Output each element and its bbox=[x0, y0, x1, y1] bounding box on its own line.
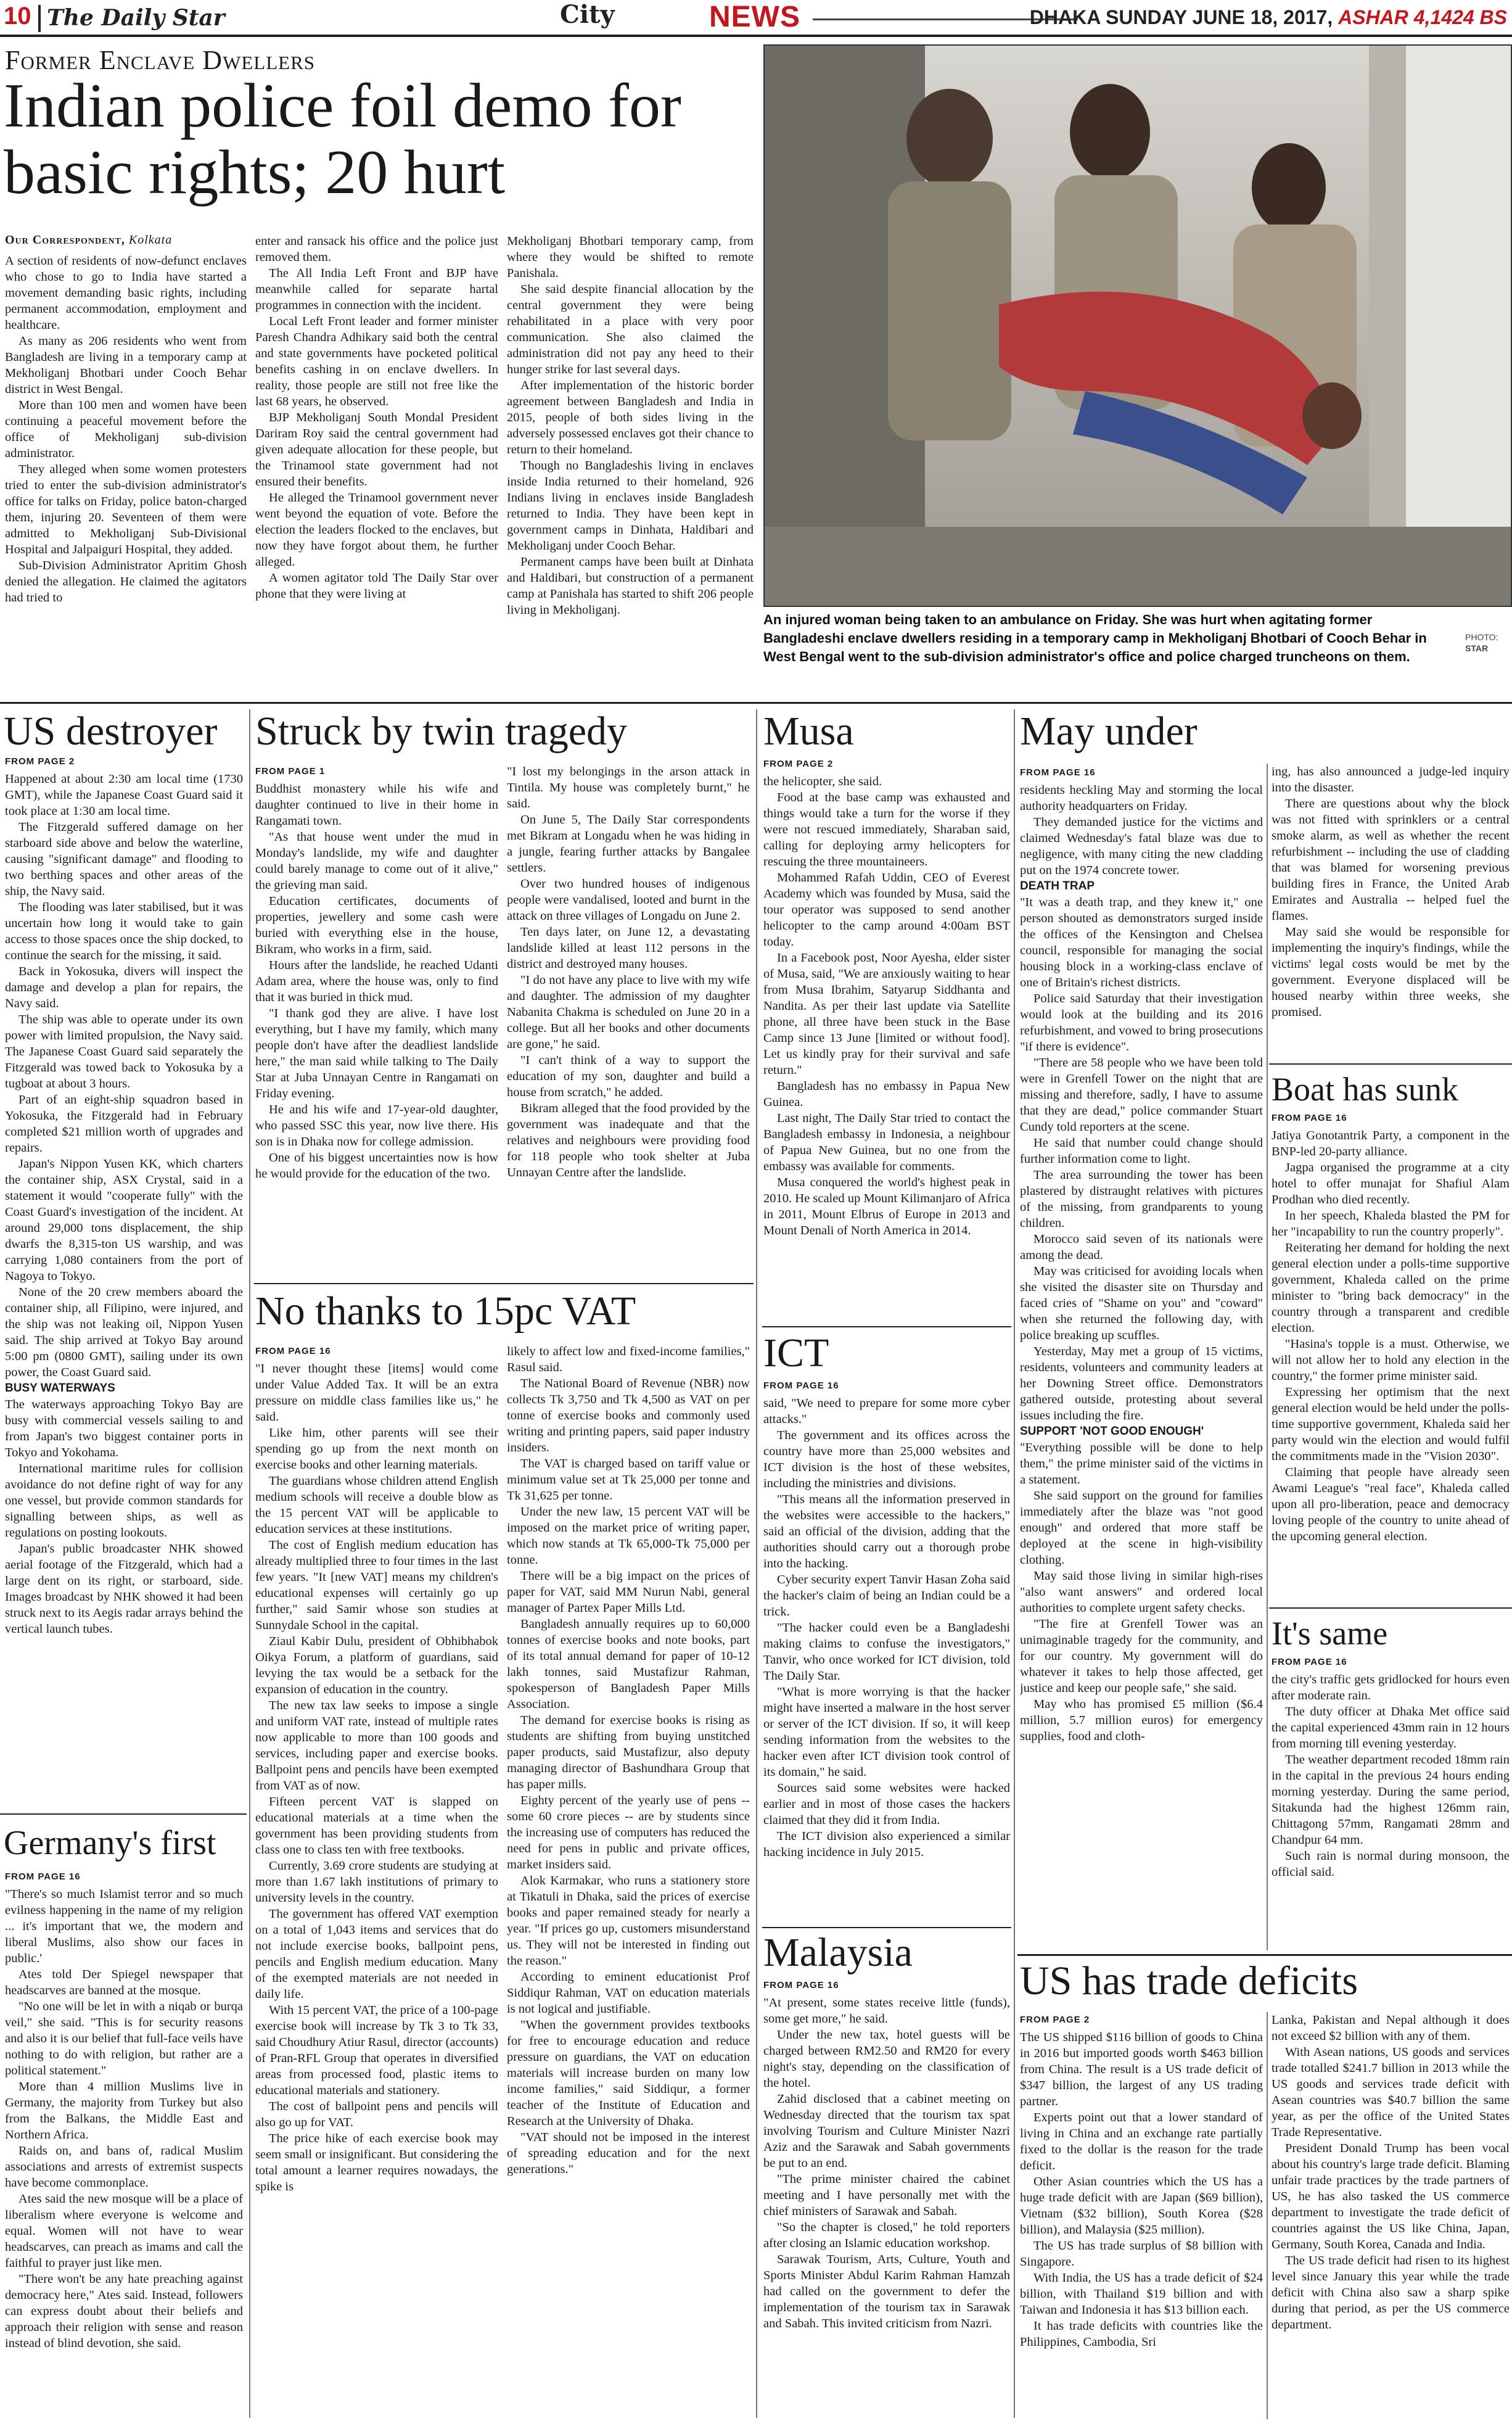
paragraph: Ziaul Kabir Dulu, president of Obhibhabok Oikya Forum, a platform of guardians, said levying the tax would be a setback for the expansion of education in the country. bbox=[255, 1635, 498, 1696]
page-number: 10 bbox=[4, 2, 31, 30]
paragraph: Bangladesh annually requires up to 60,000 tonnes of exercise books and note books, part of its total annual demand for paper of 10-12 lakh tonnes, said Mustafizur Rahman, spokesperson of Bangladesh Paper Mills Association. bbox=[507, 1617, 750, 1711]
paragraph: She said support on the ground for families immediately after the blaze was "not good enough" and ordered that more staff be deployed at the scene in high-visibility clothing. bbox=[1020, 1489, 1263, 1567]
paragraph: President Donald Trump has been vocal about his country's large trade deficit. Blaming unfair trade practices by the trade partners of US, he has also tasked the US commerce department to investigate the trade deficit of countries against the US like China, Japan, Germany, South Korea, Canada and India. bbox=[1272, 2142, 1510, 2251]
paragraph: The cost of English medium education has already multiplied three to four times in the last few years. "It [new VAT] means my children's educational expenses will certainly go up further," said Samir whose son studies at Sunnydale School in the capital. bbox=[255, 1538, 498, 1632]
from-page: FROM PAGE 2 bbox=[763, 759, 834, 769]
struck-column-2 bbox=[507, 764, 750, 1276]
paragraph: Mekholiganj Bhotbari temporary camp, from where they would be shifted to remote Panishala. bbox=[507, 234, 754, 280]
column-rule bbox=[1267, 764, 1268, 1950]
masthead-divider bbox=[38, 5, 41, 32]
paragraph: Like him, other parents will see their spending go up from the next month on exercise books and other learning materials. bbox=[255, 1426, 498, 1472]
from-page: FROM PAGE 1 bbox=[255, 766, 326, 777]
paragraph: "I lost my belongings in the arson attack in Tintila. My house was completely burnt," he said. bbox=[507, 765, 750, 810]
paragraph: "When the government provides textbooks for free to encourage education and reduce pressure on guardians, the VAT on education materials will increase burden on many low income families," said Siddiqur, a former teacher of the Institute of Education and Research at the University of Dhaka. bbox=[507, 2018, 750, 2128]
story-divider bbox=[254, 1283, 754, 1284]
paragraph: Food at the base camp was exhausted and things would take a turn for the worse if they were not rescued immediately, Sharaban said, calling for deploying army helicopters for rescuing the three mountaineers. bbox=[763, 791, 1010, 868]
malaysia-body bbox=[763, 1978, 1010, 2418]
paragraph: There are questions about why the block was not fitted with sprinklers or a central smoke alarm, as well as whether the recent refurbishment -- including the use of cladding that was blamed for worsening previous building fires in France, the United Arab Emirates and Australia -- helped fuel the flames. bbox=[1272, 797, 1510, 923]
paragraph: Bangladesh has no embassy in Papua New Guinea. bbox=[763, 1079, 1010, 1109]
paragraph: "There's so much Islamist terror and so much evilness happening in the name of my religion ... it's important that we, the modern and liberal Muslims, also show our faces in public.' bbox=[5, 1887, 243, 1965]
paragraph: The new tax law seeks to impose a single and uniform VAT rate, instead of multiple rates now applicable to more than 100 goods and services, including paper and exercise books. Ballpoint pens and pencils have been exempted from VAT as of now. bbox=[255, 1699, 498, 1792]
paragraph: The guardians whose children attend English medium schools will receive a double blow as the 15 percent VAT will be applicable to education services at these institutions. bbox=[255, 1474, 498, 1536]
lead-byline: Our Correspondent, Kolkata bbox=[5, 233, 173, 247]
section-label: NEWS bbox=[709, 1, 800, 33]
paragraph: Back in Yokosuka, divers will inspect the damage and develop a plan for repairs, the Navy said. bbox=[5, 965, 243, 1010]
paragraph: There will be a big impact on the prices of paper for VAT, said MM Nurun Nabi, general manager of Partex Paper Mills Ltd. bbox=[507, 1569, 750, 1615]
column-rule bbox=[1014, 709, 1015, 2418]
paragraph: Expressing her optimism that the next general election would be held under the polls-time supportive government, Khaleda said her party would win the election and would fulfil the commitments made in the "Vision 2030". bbox=[1272, 1385, 1510, 1463]
paragraph: Ates told Der Spiegel newspaper that headscarves are banned at the mosque. bbox=[5, 1968, 243, 1997]
issue-date: DHAKA SUNDAY JUNE 18, 2017, ASHAR 4,1424 BS bbox=[1029, 6, 1507, 28]
paragraph: Cyber security expert Tanvir Hasan Zoha said the hacker's claim of being an Indian could be a trick. bbox=[763, 1573, 1010, 1619]
paragraph: Yesterday, May met a group of 15 victims, residents, volunteers and community leaders at her Downing Street office. Demonstrators gathered outside, protesting about several issues including the fire. bbox=[1020, 1345, 1263, 1422]
paragraph: Mohammed Rafah Uddin, CEO of Everest Academy which was founded by Musa, said the tour operator was supposed to send another helicopter to the camp around 4:00am BST today. bbox=[763, 871, 1010, 949]
paragraph: "At present, some states receive little (funds), some get more," he said. bbox=[763, 1996, 1010, 2026]
paragraph: Musa conquered the world's highest peak in 2010. He scaled up Mount Kilimanjaro of Africa in 2011, Mount Elbrus of Europe in 2013 and Mount Denali of North America in 2014. bbox=[763, 1176, 1010, 1237]
paragraph: International maritime rules for collision avoidance do not define right of way for any one vessel, but provide common standards for signalling between ships, as well as regulations on posting lookouts. bbox=[5, 1462, 243, 1540]
paragraph: She said despite financial allocation by the central government they were being rehabilitated in a place with very poor communication. She also claimed the administration did not pay any heed to their hunger strike for last several days. bbox=[507, 283, 754, 376]
column-rule bbox=[249, 709, 250, 2418]
paragraph: Though no Bangladeshis living in enclaves inside India returned to their homeland, 926 Indians living in enclaves inside Bangladesh returned to India. They have been kept in government camps in Dinhata, Haldibari and Mekholiganj under Cooch Behar. bbox=[507, 459, 754, 553]
lead-column-3 bbox=[507, 233, 754, 685]
lead-kicker: Former Enclave Dwellers bbox=[5, 45, 315, 75]
paragraph: The price hike of each exercise book may seem small or insignificant. But considering the total amount a learner requires nowadays, the spike is bbox=[255, 2132, 498, 2193]
paragraph: Permanent camps have been built at Dinhata and Haldibari, but construction of a permanent camp at Panishala has started to shift 206 people living in Mekholiganj. bbox=[507, 555, 754, 617]
paragraph: Lanka, Pakistan and Nepal although it does not exceed $2 billion with any of them. bbox=[1272, 2013, 1510, 2043]
story-headline: May under bbox=[1020, 709, 1198, 754]
paragraph: The cost of ballpoint pens and pencils will also go up for VAT. bbox=[255, 2100, 498, 2129]
from-page: FROM PAGE 2 bbox=[1020, 2015, 1090, 2025]
paragraph: With 15 percent VAT, the price of a 100-page exercise book will increase by Tk 3 to Tk 33, said Choudhury Atiur Rasul, director (accounts) of Pran-RFL Group that operates in diversified areas from processed food, plastic items to educational materials and stationery. bbox=[255, 2003, 498, 2097]
paragraph: "What is more worrying is that the hacker might have inserted a malware in the host server or server of the ICT division. If so, it will keep sending information from the websites to the hacker even after ICT division took control of its domain," he said. bbox=[763, 1685, 1010, 1779]
paragraph: They demanded justice for the victims and claimed Wednesday's fatal blaze was due to negligence, with many citing the new cladding put on the 1974 concrete tower. bbox=[1020, 815, 1263, 877]
paragraph: Education certificates, documents of properties, jewellery and some cash were buried with everything else in the house, Bikram, who works in a firm, said. bbox=[255, 894, 498, 956]
paragraph: Raids on, and bans of, radical Muslim associations and arrests of extremist suspects have become commonplace. bbox=[5, 2144, 243, 2190]
paragraph: Part of an eight-ship squadron based in Yokosuka, the Fitzgerald had in February completed $21 million worth of upgrades and repairs. bbox=[5, 1093, 243, 1155]
story-headline: Musa bbox=[763, 709, 854, 754]
story-headline: Boat has sunk bbox=[1272, 1071, 1458, 1108]
paragraph: May said she would be responsible for implementing the inquiry's findings, while the victims' legal costs would be met by the government. Everyone displaced will be housed nearby within three weeks, she promised. bbox=[1272, 925, 1510, 1019]
paragraph: the city's traffic gets gridlocked for hours even after moderate rain. bbox=[1272, 1673, 1510, 1702]
paragraph: May who has promised £5 million ($6.4 million, 5.7 million euros) for emergency supplies, food and cloth- bbox=[1020, 1697, 1263, 1743]
paragraph: May said those living in similar high-rises "also want answers" and ordered local authorities to complete urgent safety checks. bbox=[1020, 1569, 1263, 1615]
story-headline: It's same bbox=[1272, 1615, 1388, 1652]
paragraph: "VAT should not be imposed in the interest of spreading education and for the next generations." bbox=[507, 2130, 750, 2176]
paragraph: "I thank god they are alive. I have lost everything, but I have my family, which many people don't have after the deadliest landslide here," the man said while talking to The Daily Star at Juba Unnayan Centre in Rangamati on Friday evening. bbox=[255, 1007, 498, 1100]
story-divider bbox=[762, 1326, 1011, 1327]
paragraph: Alok Karmakar, who runs a stationery store at Tikatuli in Dhaka, said the prices of exercise books and paper remained steady for nearly a year. "If prices go up, customers misunderstand us. They will not be interested in finding out the reason." bbox=[507, 1874, 750, 1968]
paragraph: Japan's Nippon Yusen KK, which charters the container ship, ASX Crystal, said in a statement it would "cooperate fully" with the Coast Guard's investigation of the incident. At around 29,000 tons displacement, the ship dwarfs the 8,315-ton US warship, and was carrying 1,080 containers from the port of Nagoya to Tokyo. bbox=[5, 1157, 243, 1283]
paragraph: The duty officer at Dhaka Met office said the capital experienced 43mm rain in 12 hours from morning till evening yesterday. bbox=[1272, 1705, 1510, 1751]
paragraph: "Hasina's topple is a must. Otherwise, we will not allow her to hold any election in the country," the former prime minister said. bbox=[1272, 1337, 1510, 1383]
paragraph: ing, has also announced a judge-led inquiry into the disaster. bbox=[1272, 765, 1510, 794]
paragraph: enter and ransack his office and the police just removed them. bbox=[255, 234, 498, 264]
paragraph: They alleged when some women protesters tried to enter the sub-division administrator's office for talks on Friday, police baton-charged them, injuring 20. Seventeen of them were admitted to Mekholiganj Sub-Divisional Hospital and Jalpaiguri Hospital, they added. bbox=[5, 463, 247, 556]
germany-body bbox=[5, 1869, 243, 2418]
story-divider bbox=[1269, 1607, 1512, 1609]
story-headline: No thanks to 15pc VAT bbox=[255, 1289, 636, 1334]
from-page: FROM PAGE 2 bbox=[5, 756, 75, 767]
paragraph: Jagpa organised the programme at a city hotel to offer munajat for Shafiul Alam Prodhan who died recently. bbox=[1272, 1161, 1510, 1206]
struck-column-1 bbox=[255, 764, 498, 1276]
paragraph: Sub-Division Administrator Apritim Ghosh denied the allegation. He claimed the agitators had tried to bbox=[5, 559, 247, 604]
paragraph: May was criticised for avoiding locals when she visited the disaster site on Thursday and faced cries of "Shame on you" and "coward" when she returned the following day, with police breaking up scuffles. bbox=[1020, 1264, 1263, 1342]
paragraph: The demand for exercise books is rising as students are shifting from buying unstitched paper products, said Mustafizur, also deputy managing director of Bashundhara Group that has paper mills. bbox=[507, 1714, 750, 1791]
paragraph: "The hacker could even be a Bangladeshi making claims to confuse the investigators," Tanvir, who once worked for ICT division, told The Daily Star. bbox=[763, 1621, 1010, 1683]
paragraph: According to eminent educationist Prof Siddiqur Rahman, VAT on education materials is not logical and justifiable. bbox=[507, 1970, 750, 2016]
paragraph: More than 100 men and women have been continuing a peaceful movement before the office of Mekholiganj sub-division administrator. bbox=[5, 398, 247, 460]
paragraph: Zahid disclosed that a cabinet meeting on Wednesday directed that the tourism tax spat involving Tourism and Culture Minister Nazri Aziz and the Sarawak and Sabah governments be put to an end. bbox=[763, 2092, 1010, 2170]
story-headline: US destroyer bbox=[4, 709, 218, 754]
paragraph: He said that number could change should further information come to light. bbox=[1020, 1136, 1263, 1166]
paragraph: Sources said some websites were hacked earlier and in most of those cases the hackers claimed that they did it from India. bbox=[763, 1781, 1010, 1827]
may-column-1 bbox=[1020, 765, 1263, 1949]
paragraph: Morocco said seven of its nationals were among the dead. bbox=[1020, 1232, 1263, 1262]
paragraph: Sarawak Tourism, Arts, Culture, Youth and Sports Minister Abdul Karim Rahman Hamzah had called on the government to defer the implementation of the tourism tax in Sarawak and Sabah. This invited criticism from Nazri. bbox=[763, 2253, 1010, 2330]
paragraph: As many as 206 residents who went from Bangladesh are living in a temporary camp at Mekholiganj Bhotbari under Cooch Behar district in West Bengal. bbox=[5, 334, 247, 396]
paragraph: The All India Left Front and BJP have meanwhile called for separate hartal programmes in connection with the incident. bbox=[255, 266, 498, 312]
trade-column-2 bbox=[1272, 2012, 1510, 2419]
paragraph: "I never thought these [items] would come under Value Added Tax. It will be an extra pressure on middle class families like us," he said. bbox=[255, 1362, 498, 1424]
paragraph: "So the chapter is closed," he told reporters after closing an Islamic education workshop. bbox=[763, 2221, 1010, 2250]
boat-body bbox=[1272, 1110, 1510, 1604]
lead-column-1 bbox=[5, 253, 247, 685]
subhead: SUPPORT 'NOT GOOD ENOUGH' bbox=[1020, 1425, 1204, 1438]
from-page: FROM PAGE 16 bbox=[763, 1380, 839, 1391]
paragraph: Currently, 3.69 crore students are studying at more than 1.67 lakh institutions of primary to university levels in the country. bbox=[255, 1859, 498, 1905]
section-name: City bbox=[560, 0, 615, 29]
paragraph: The VAT is charged based on tariff value or minimum value set at Tk 25,000 per tonne and Tk 31,625 per tonne. bbox=[507, 1457, 750, 1503]
paragraph: "The prime minister chaired the cabinet meeting and I have personally met with the chief ministers of Sarawak and Sabah. bbox=[763, 2172, 1010, 2218]
story-headline: Malaysia bbox=[763, 1930, 913, 1975]
paragraph: The US has trade surplus of $8 billion with Singapore. bbox=[1020, 2239, 1263, 2269]
paragraph: It has trade deficits with countries like the Philippines, Cambodia, Sri bbox=[1020, 2319, 1263, 2349]
paragraph: Police said Saturday that their investigation would look at the building and its 2016 refurbishment, and vowed to bring prosecutions "if there is evidence". bbox=[1020, 992, 1263, 1054]
vat-column-1 bbox=[255, 1343, 498, 2418]
paragraph: With Asean nations, US goods and services trade totalled $241.7 billion in 2013 while the US goods and services trade deficit with Asean countries was $40.7 billion the same year, as per the office of the United States Trade Representative. bbox=[1272, 2045, 1510, 2139]
paragraph: On June 5, The Daily Star correspondents met Bikram at Longadu when he was hiding in a jungle, fearing further attacks by Bangalee settlers. bbox=[507, 813, 750, 875]
paragraph: In a Facebook post, Noor Ayesha, elder sister of Musa, said, "We are anxiously waiting to hear from Musa Ibrahim, Satyarup Siddhanta and Nandita. As per their last update via Satellite phone, all three have been stuck in the Base Camp since 13 June [limited or without food]. Let us kindly pray for their survival and safe return." bbox=[763, 951, 1010, 1077]
paragraph: Ten days later, on June 12, a devastating landslide killed at least 112 persons in the district and destroyed many houses. bbox=[507, 925, 750, 971]
paragraph: "It was a death trap, and they knew it," one person shouted as demonstrators surged inside the offices of the Kensington and Chelsea council, responsible for managing the social housing block in a working-class enclave of one of Britain's richest districts. bbox=[1020, 896, 1263, 989]
story-headline: Struck by twin tragedy bbox=[255, 709, 628, 754]
subhead: BUSY WATERWAYS bbox=[5, 1382, 115, 1395]
ict-body bbox=[763, 1378, 1010, 1921]
paragraph: Under the new law, 15 percent VAT will be imposed on the market price of writing paper, which now stands at Tk 65,000-Tk 75,000 per tonne. bbox=[507, 1505, 750, 1567]
same-body bbox=[1272, 1654, 1510, 1949]
paragraph: Under the new tax, hotel guests will be charged between RM2.50 and RM20 for every night's stay, depending on the classification of the hotel. bbox=[763, 2028, 1010, 2090]
paragraph: The National Board of Revenue (NBR) now collects Tk 3,750 and Tk 4,500 as VAT on per tonne of exercise books and commonly used writing and printing papers, said paper industry insiders. bbox=[507, 1377, 750, 1454]
paragraph: More than 4 million Muslims live in Germany, the majority from Turkey but also from the Balkans, the Middle East and Northern Africa. bbox=[5, 2080, 243, 2142]
paragraph: BJP Mekholiganj South Mondal President Dariram Roy said the central government had given adequate allocation for these people, but the Trinamool state government had not ensured their benefits. bbox=[255, 411, 498, 489]
paragraph: A section of residents of now-defunct enclaves who chose to go to India have started a movement demanding basic rights, including permanent accommodation, employment and healthcare. bbox=[5, 254, 247, 332]
from-page: FROM PAGE 16 bbox=[5, 1871, 81, 1882]
paragraph: The ICT division also experienced a similar hacking incidence in July 2015. bbox=[763, 1829, 1010, 1859]
from-page: FROM PAGE 16 bbox=[1020, 767, 1096, 778]
photo-caption: An injured woman being taken to an ambulance on Friday. She was hurt when agitating former Bangladeshi enclave dwellers residing in a temporary camp in Mekholiganj Bhotbari of Cooch Behar in West Bengal went to the sub-division administrator's office and police charged truncheons on them. bbox=[763, 612, 1427, 664]
paragraph: Claiming that people have already seen Awami League's "real face", Khaleda called upon all pro-liberation, peace and democracy loving people of the country to unite ahead of the upcoming general election. bbox=[1272, 1466, 1510, 1543]
section-divider bbox=[0, 702, 1512, 704]
paragraph: The Fitzgerald suffered damage on her starboard side above and below the waterline, causing "significant damage" and flooding to two berthing spaces and other areas of the ship, the Navy said. bbox=[5, 820, 243, 898]
photo-credit: PHOTO: STAR bbox=[1465, 632, 1498, 653]
lead-headline: Indian police foil demo for basic rights; 20 hurt bbox=[4, 71, 681, 207]
paragraph: The US shipped $116 billion of goods to China in 2016 but imported goods worth $463 billion from China. The result is a US trade deficit of $347 billion, the largest of any US trading partner. bbox=[1020, 2031, 1263, 2108]
story-divider bbox=[1017, 1954, 1512, 1956]
from-page: FROM PAGE 16 bbox=[763, 1980, 839, 1990]
paragraph: "There won't be any hate preaching against democracy here," Ates said. Instead, followers can express doubt about their beliefs and approach their religion with sense and reason instead of blind devotion, she said. bbox=[5, 2272, 243, 2350]
paragraph: After implementation of the historic border agreement between Bangladesh and India in 2015, people of both sides living in the adversely possessed enclaves got their chance to return to their homeland. bbox=[507, 379, 754, 456]
story-divider bbox=[1269, 1063, 1512, 1065]
paragraph: Buddhist monastery while his wife and daughter continued to live in their home in Rangamati town. bbox=[255, 782, 498, 828]
paragraph: said, "We need to prepare for some more cyber attacks." bbox=[763, 1396, 1010, 1426]
us-destroyer-body bbox=[5, 754, 243, 1804]
story-divider bbox=[762, 1927, 1011, 1928]
story-divider bbox=[0, 1813, 247, 1815]
from-page: FROM PAGE 16 bbox=[1272, 1113, 1347, 1123]
paragraph: Such rain is normal during monsoon, the official said. bbox=[1272, 1849, 1510, 1879]
paragraph: Last night, The Daily Star tried to contact the Bangladesh embassy in Indonesia, a neighbour of Papua New Guinea, but no one from the embassy was available for comments. bbox=[763, 1112, 1010, 1173]
paragraph: The area surrounding the tower has been plastered by distraught relatives with pictures of the missing, from grandparents to young children. bbox=[1020, 1168, 1263, 1230]
story-headline: Germany's first bbox=[4, 1824, 216, 1862]
paragraph: Eighty percent of the yearly use of pens -- some 60 crore pieces -- are by students since the increasing use of computers has reduced the need for pens in public and private offices, market insiders said. bbox=[507, 1794, 750, 1871]
bangla-date: ASHAR 4,1424 BS bbox=[1338, 6, 1507, 28]
column-rule bbox=[1267, 2012, 1268, 2419]
paragraph: "No one will be let in with a niqab or burqa veil," she said. "This is for security reasons and also it is our belief that full-face veils have nothing to do with religion, but rather are a political statement." bbox=[5, 2000, 243, 2077]
lead-photo bbox=[763, 44, 1512, 607]
story-headline: ICT bbox=[763, 1330, 829, 1375]
vat-column-2 bbox=[507, 1343, 750, 2418]
paragraph: "This means all the information preserved in the websites were accessible to the hackers," said an official of the division, adding that the authorities should carry out a thorough probe into the hacking. bbox=[763, 1493, 1010, 1570]
paragraph: The flooding was later stabilised, but it was uncertain how long it would take to gain access to those spaces once the ship docked, to continue the search for the missing, it said. bbox=[5, 901, 243, 962]
subhead: DEATH TRAP bbox=[1020, 880, 1095, 893]
paragraph: Experts point out that a lower standard of living in China and an exchange rate partially fixed to the dollar is the reason for the trade deficit. bbox=[1020, 2111, 1263, 2172]
paragraph: "The fire at Grenfell Tower was an unimaginable tragedy for the community, and for our country. My government will do whatever it takes to help those affected, get justice and keep our people safe," she said. bbox=[1020, 1617, 1263, 1695]
paragraph: One of his biggest uncertainties now is how he would provide for the education of the two. bbox=[255, 1151, 498, 1181]
masthead bbox=[0, 0, 1512, 37]
may-column-2 bbox=[1272, 764, 1510, 1060]
paragraph: With India, the US has a trade deficit of $24 billion, with Thailand $19 billion and with Taiwan and Indonesia it has $13 billion each. bbox=[1020, 2271, 1263, 2317]
photo-illustration bbox=[765, 46, 1512, 607]
paragraph: A women agitator told The Daily Star over phone that they were living at bbox=[255, 571, 498, 601]
paragraph: The government has offered VAT exemption on a total of 1,043 items and services that do not include exercise books, ballpoint pens, pencils and English medium education. Many of the exempted materials are not needed in daily life. bbox=[255, 1907, 498, 2001]
paragraph: Happened at about 2:30 am local time (1730 GMT), while the Japanese Coast Guard said it took place at 1:30 am local time. bbox=[5, 772, 243, 818]
paper-name: The Daily Star bbox=[47, 5, 225, 31]
paragraph: In her speech, Khaleda blasted the PM for her "incapability to run the country properly". bbox=[1272, 1209, 1510, 1239]
paragraph: The ship was able to operate under its own power with limited propulsion, the Navy said. The Japanese Coast Guard said separately the Fitzgerald was towed back to Yokosuka by a tugboat at about 3 hours. bbox=[5, 1013, 243, 1091]
paragraph: Reiterating her demand for holding the next general election under a polls-time supportive government, Khaleda called on the prime minister to "bring back democracy" in the country through a transparent and credible election. bbox=[1272, 1241, 1510, 1335]
paragraph: The weather department recoded 18mm rain in the capital in the previous 24 hours ending morning yesterday. During the same period, Sitakunda had the highest 126mm rain, Chittagong 57mm, Rangamati 28mm and Chandpur 64 mm. bbox=[1272, 1753, 1510, 1847]
paragraph: Japan's public broadcaster NHK showed aerial footage of the Fitzgerald, which had a large dent on its right, or starboard, side. Images broadcast by NHK showed it had been struck next to its Aegis radar arrays behind the vertical launch tubes. bbox=[5, 1542, 243, 1636]
paragraph: Over two hundred houses of indigenous people were vandalised, looted and burnt in the attack on three villages of Longadu on June 2. bbox=[507, 877, 750, 923]
trade-column-1 bbox=[1020, 2012, 1263, 2419]
paragraph: Fifteen percent VAT is slapped on educational materials at a time when the government has been providing students from class one to class ten with free textbooks. bbox=[255, 1795, 498, 1857]
lead-column-2 bbox=[255, 233, 498, 685]
story-headline: US has trade deficits bbox=[1020, 1958, 1358, 2003]
paragraph: Other Asian countries which the US has a huge trade deficit with are Japan ($69 billion), Vietnam ($32 billion), South Korea ($28 billion), and Malaysia ($25 million). bbox=[1020, 2175, 1263, 2237]
paragraph: Ates said the new mosque will be a place of liberalism where everyone is welcome and equal. Women will not have to wear headscarves, can preach as imams and call the faithful to prayer just like men. bbox=[5, 2192, 243, 2270]
paragraph: Local Left Front leader and former minister Paresh Chandra Adhikary said both the central and state governments have pocketed political benefits cashing in on enclave dwellers. In reality, those people are still not free like the last 68 years, he observed. bbox=[255, 315, 498, 408]
from-page: FROM PAGE 16 bbox=[255, 1346, 331, 1356]
paragraph: "There are 58 people who we have been told were in Grenfell Tower on the night that are missing and therefore, sadly, I have to assume that they are dead," police commander Stuart Cundy told reporters at the scene. bbox=[1020, 1056, 1263, 1134]
paragraph: He alleged the Trinamool government never went beyond the equation of vote. Before the election the leaders flocked to the enclaves, but now they have forgot about them, he further alleged. bbox=[255, 491, 498, 569]
paragraph: The government and its offices across the country have more than 25,000 websites and ICT division is the host of these websites, including the ministries and divisions. bbox=[763, 1429, 1010, 1490]
from-page: FROM PAGE 16 bbox=[1272, 1657, 1347, 1667]
paragraph: Hours after the landslide, he reached Udanti Adam area, where the house was, only to find that it was buried in thick mud. bbox=[255, 959, 498, 1004]
paragraph: He and his wife and 17-year-old daughter, who passed SSC this year, now live there. His son is in Dhaka now for college admission. bbox=[255, 1103, 498, 1149]
column-rule bbox=[756, 709, 757, 2418]
paragraph: the helicopter, she said. bbox=[763, 775, 882, 788]
paragraph: Bikram alleged that the food provided by the government was inadequate and that the relatives and neighbours were providing food for 118 people who took shelter at Juba Unnayan Centre after the landslide. bbox=[507, 1102, 750, 1179]
paragraph: The waterways approaching Tokyo Bay are busy with commercial vessels sailing to and from Japan's two biggest container ports in Tokyo and Yokohama. bbox=[5, 1398, 243, 1459]
paragraph: "As that house went under the mud in Monday's landslide, my wife and daughter could barely manage to come out of it alive," the grieving man said. bbox=[255, 830, 498, 892]
paragraph: likely to affect low and fixed-income families," Rasul said. bbox=[507, 1345, 750, 1374]
musa-body bbox=[763, 756, 1010, 1322]
paragraph: None of the 20 crew members aboard the container ship, all Filipino, were injured, and the ship was not leaking oil, Nippon Yusen said. The ship arrived at Tokyo Bay around 5:00 pm (0800 GMT), sailing under its own power, the Coast Guard said. bbox=[5, 1285, 243, 1379]
paragraph: "Everything possible will be done to help them," the prime minister said of the victims in a statement. bbox=[1020, 1441, 1263, 1487]
paragraph: residents heckling May and storming the local authority headquarters on Friday. bbox=[1020, 783, 1263, 813]
paragraph: The US trade deficit had risen to its highest level since January this year while the trade deficit with China also saw a sharp spike during that period, as per the US commerce department. bbox=[1272, 2254, 1510, 2332]
paragraph: "I can't think of a way to support the education of my son, daughter and build a house from scratch," he added. bbox=[507, 1054, 750, 1099]
paragraph: "I do not have any place to live with my wife and daughter. The admission of my daughter Nabanita Chakma is scheduled on June 20 in a college. But all her books and other documents are gone," he said. bbox=[507, 973, 750, 1051]
paragraph: Jatiya Gonotantrik Party, a component in the BNP-led 20-party alliance. bbox=[1272, 1129, 1510, 1158]
